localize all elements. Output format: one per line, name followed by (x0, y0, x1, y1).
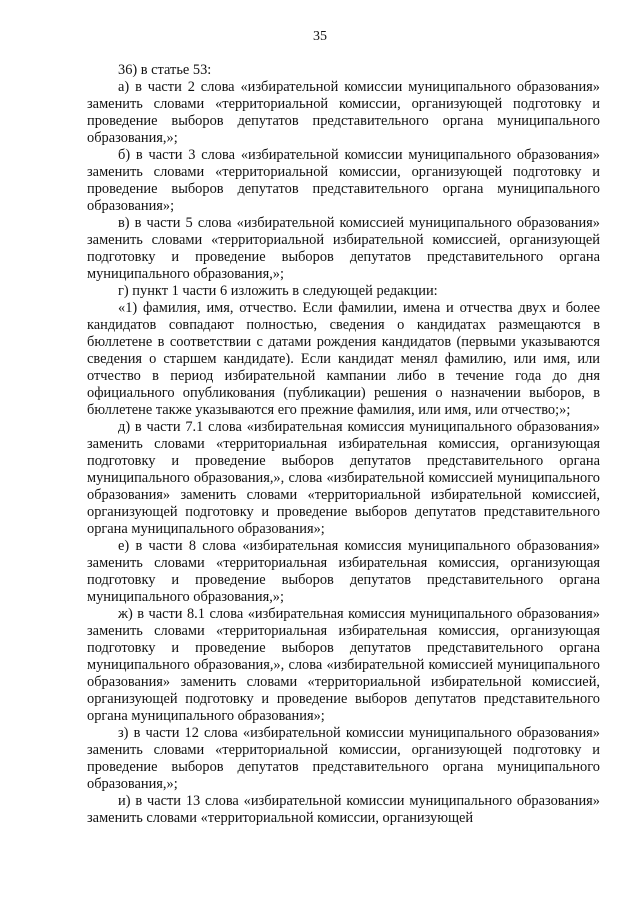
paragraph-item-a: а) в части 2 слова «избирательной комиссии муниципального образования» заменить словами «территориальной комиссии, организующей подготовку и проведение выборов депутатов представительного органа муниципального образования,»; (87, 79, 600, 146)
paragraph-item-v: в) в части 5 слова «избирательной комиссией муниципального образования» заменить словами «территориальной избирательной комиссией, организующей подготовку и проведение выборов депутатов представительного органа муниципального образования,»; (87, 215, 600, 282)
paragraph-item-e: е) в части 8 слова «избирательная комиссия муниципального образования» заменить словами «территориальная избирательная комиссия, организующая подготовку и проведение выборов депутатов представительного органа муниципального образования,»; (87, 538, 600, 605)
paragraph-quoted-clause-1: «1) фамилия, имя, отчество. Если фамилии, имена и отчества двух и более кандидатов совпадают полностью, сведения о кандидатах размещаются в бюллетене в соответствии с датами рождения кандидатов (первыми указываются сведения о старшем кандидате). Если кандидат менял фамилию, или имя, или отчество в период избирательной кампании либо в течение года до дня официального опубликования (публикации) решения о назначении выборов, в бюллетене также указываются его прежние фамилия, или имя, или отчество;»; (87, 300, 600, 418)
paragraph-item-z: з) в части 12 слова «избирательной комиссии муниципального образования» заменить словами «территориальной комиссии, организующей подготовку и проведение выборов депутатов представительного органа муниципального образования,»; (87, 725, 600, 792)
paragraph-item-g: г) пункт 1 части 6 изложить в следующей редакции: (118, 283, 438, 299)
paragraph-item-b: б) в части 3 слова «избирательной комиссии муниципального образования» заменить словами «территориальной комиссии, организующей подготовку и проведение выборов депутатов представительного органа муниципального образования»; (87, 147, 600, 214)
paragraph-item-i: и) в части 13 слова «избирательной комиссии муниципального образования» заменить словами «территориальной комиссии, организующей (87, 793, 600, 826)
document-body (87, 62, 600, 827)
paragraph-item-zh: ж) в части 8.1 слова «избирательная комиссия муниципального образования» заменить словами «территориальная избирательная комиссия, организующая подготовку и проведение выборов депутатов представительного органа муниципального образования,», слова «избирательной комиссией муниципального образования» заменить словами «территориальной избирательной комиссией, организующей подготовку и проведение выборов депутатов представительного органа муниципального образования»; (87, 606, 600, 724)
page-number: 35 (313, 29, 327, 44)
paragraph-article-53-heading: 36) в статье 53: (118, 62, 212, 78)
paragraph-item-d: д) в части 7.1 слова «избирательная комиссия муниципального образования» заменить словами «территориальная избирательная комиссия, организующая подготовку и проведение выборов депутатов представительного органа муниципального образования,», слова «избирательной комиссией муниципального образования» заменить словами «территориальной избирательной комиссией, организующей подготовку и проведение выборов депутатов представительного органа муниципального образования»; (87, 419, 600, 537)
